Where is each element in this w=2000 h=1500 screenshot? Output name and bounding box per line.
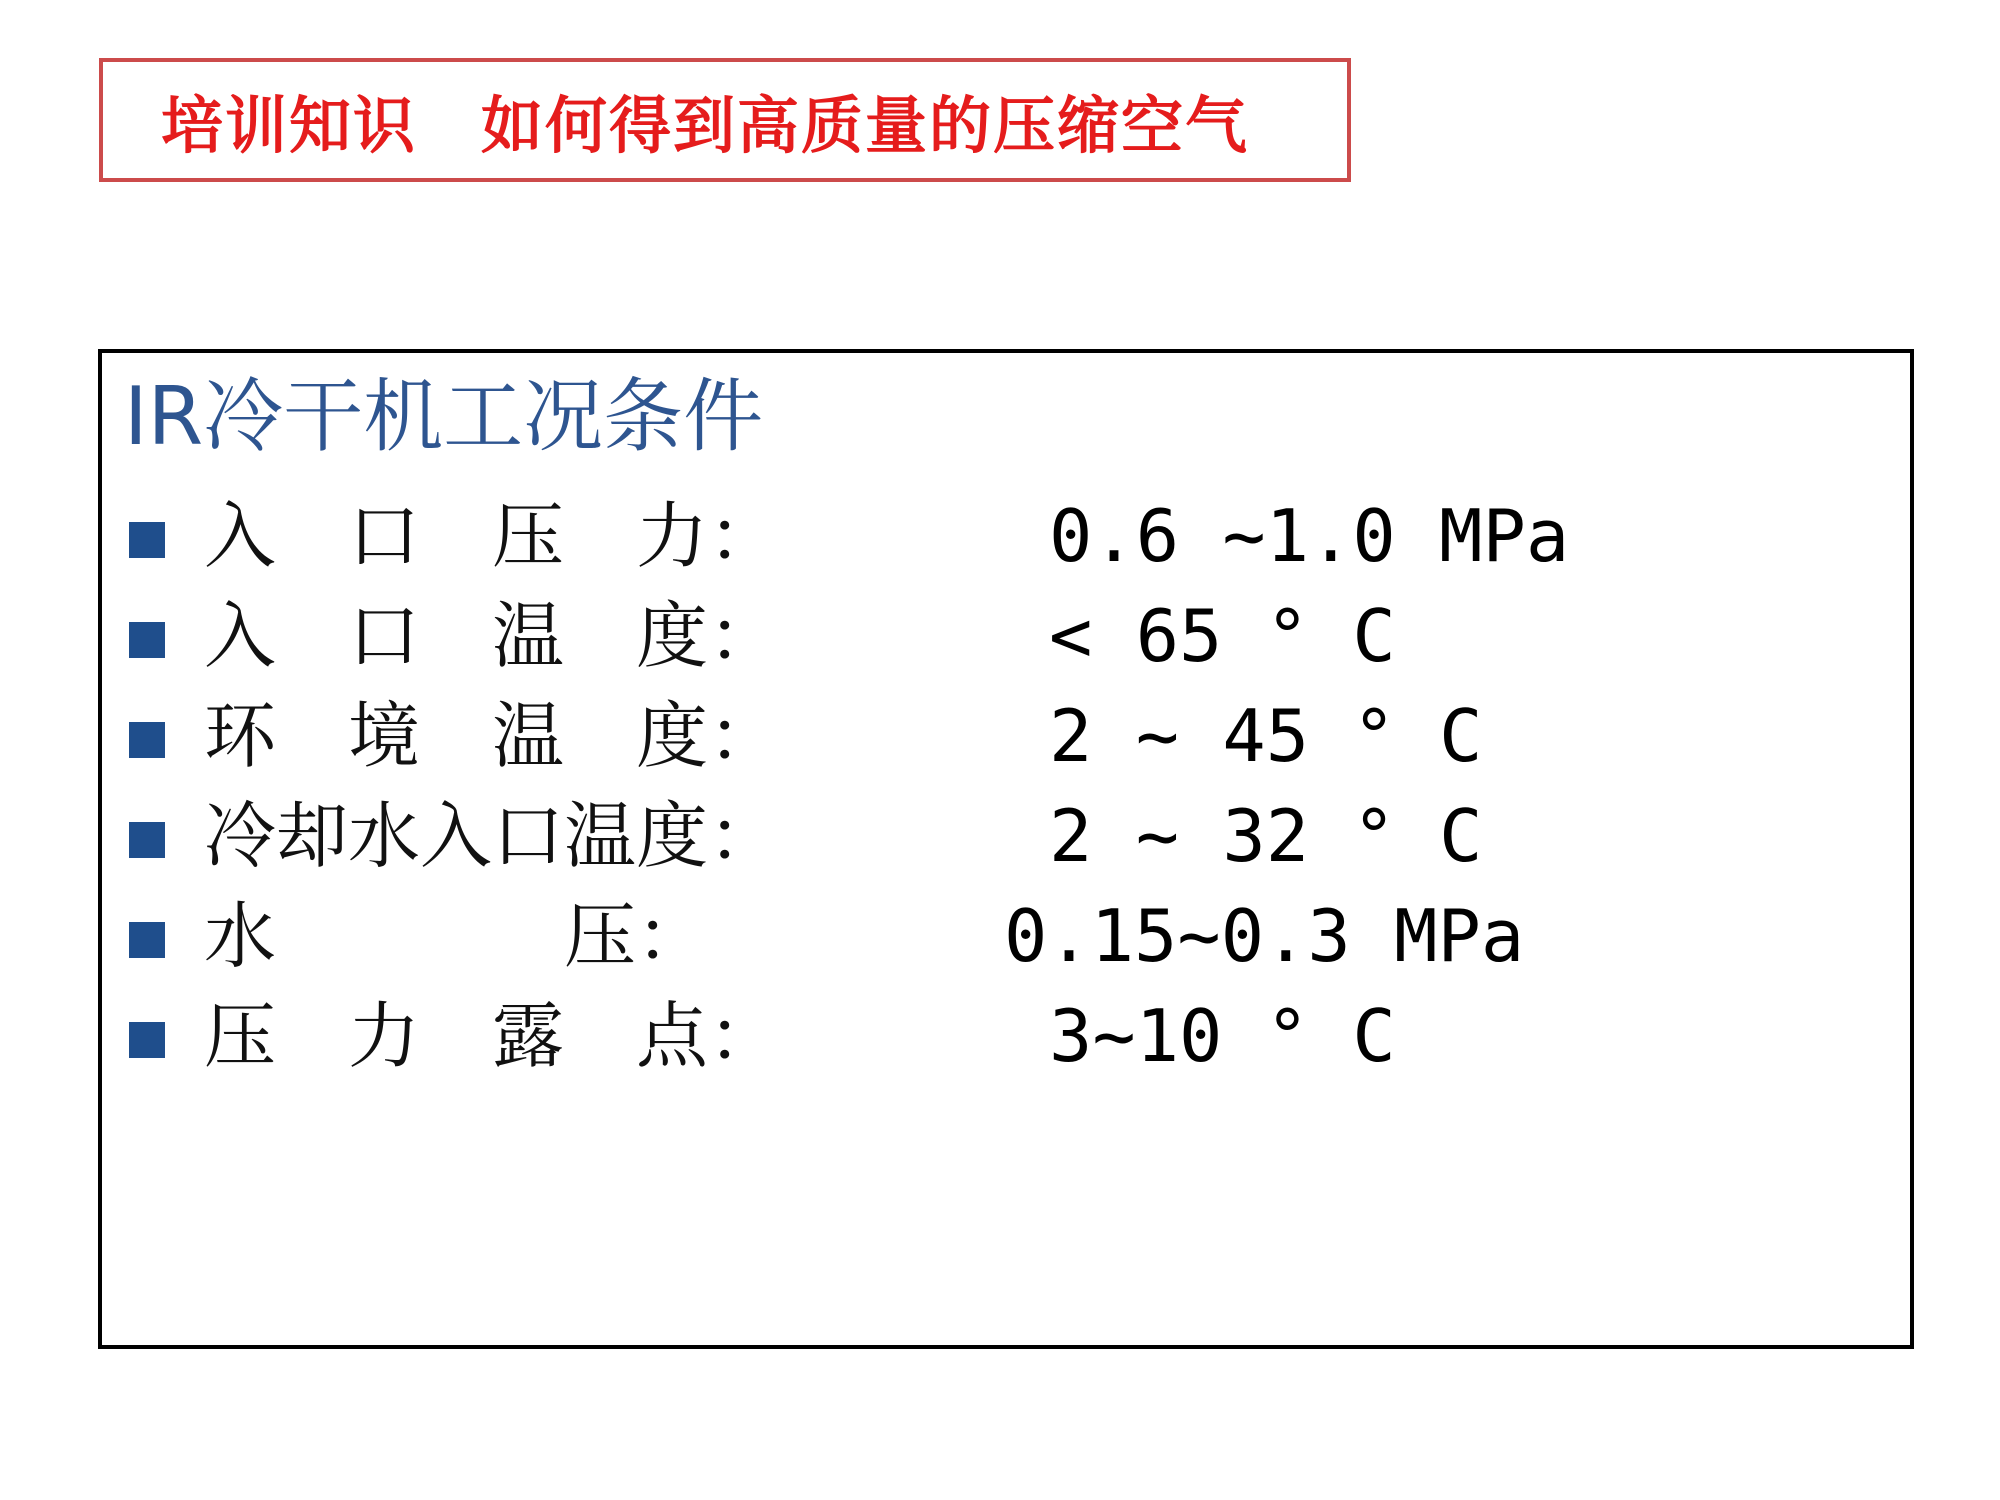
- list-item-cooling-water-temperature: [124, 786, 1824, 886]
- condition-value: 0.6 ~1.0 MPa: [1049, 494, 1570, 578]
- bullet-square-icon: [129, 922, 165, 958]
- page-title: 培训知识 如何得到高质量的压缩空气: [161, 88, 1250, 162]
- condition-value: 3~10 ° C: [1049, 994, 1396, 1078]
- condition-label: 入 口 温 度：: [204, 594, 781, 678]
- list-item-inlet-pressure: [124, 486, 1824, 586]
- bullet-square-icon: [129, 622, 165, 658]
- condition-value: 2 ~ 32 ° C: [1049, 794, 1483, 878]
- condition-label: 环 境 温 度：: [204, 694, 781, 778]
- condition-value: 0.15~0.3 MPa: [1004, 894, 1525, 978]
- condition-value: 2 ~ 45 ° C: [1049, 694, 1483, 778]
- bullet-square-icon: [129, 522, 165, 558]
- list-item-ambient-temperature: [124, 686, 1824, 786]
- bullet-square-icon: [129, 822, 165, 858]
- title-box: [99, 58, 1351, 182]
- section-heading: IR冷干机工况条件: [124, 370, 764, 463]
- list-item-inlet-temperature: [124, 586, 1824, 686]
- bullet-square-icon: [129, 1022, 165, 1058]
- condition-label: 压 力 露 点：: [204, 994, 781, 1078]
- condition-value: < 65 ° C: [1049, 594, 1396, 678]
- condition-label: 冷却水入口温度：: [204, 794, 781, 878]
- bullet-square-icon: [129, 722, 165, 758]
- condition-label: 水 压：: [204, 894, 709, 978]
- conditions-panel: [98, 349, 1914, 1349]
- condition-label: 入 口 压 力：: [204, 494, 781, 578]
- list-item-water-pressure: [124, 886, 1824, 986]
- list-item-pressure-dew-point: [124, 986, 1824, 1086]
